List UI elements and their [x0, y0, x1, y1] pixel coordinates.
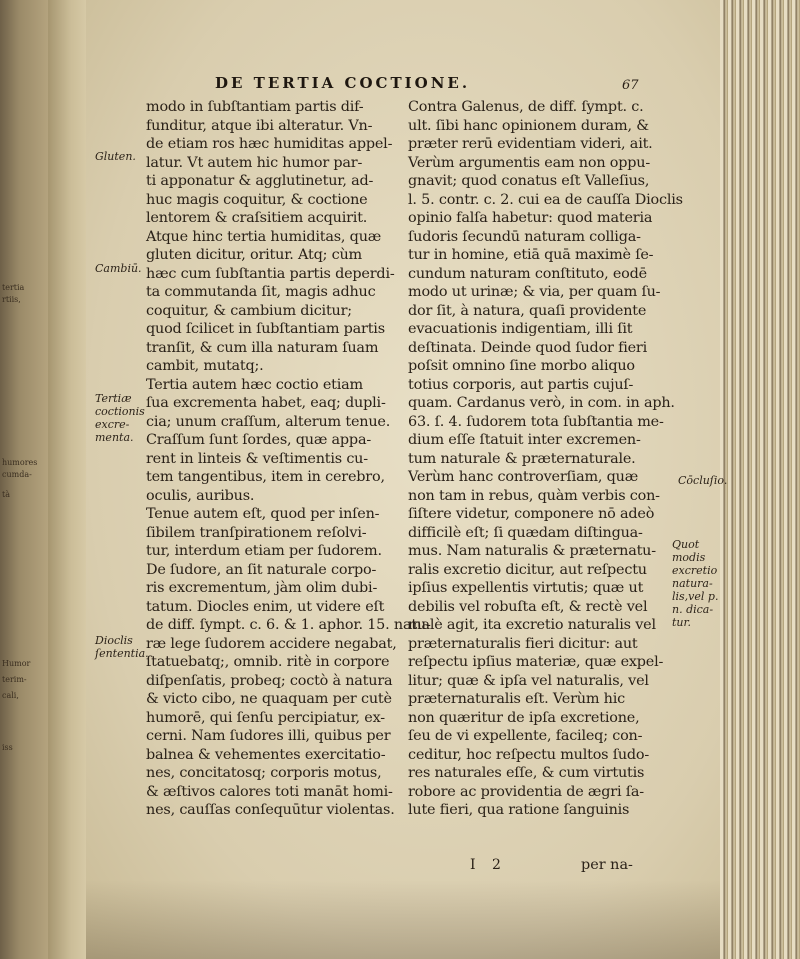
text-line: ipſius expellentis virtutis; quæ ut — [408, 580, 644, 596]
text-line: Tenue autem eſt, quod per inſen- — [146, 506, 380, 522]
text-line: opinio falſa habetur: quod materia — [408, 210, 653, 226]
text-line: latur. Vt autem hic humor par- — [146, 154, 363, 171]
text-line: De ſudore, an ſit naturale corpo- — [146, 561, 377, 578]
page-stack-edge — [720, 0, 800, 959]
margin-note-gluten: Gluten. — [95, 150, 136, 163]
text-line: ræ lege ſudorem accidere negabat, — [146, 635, 397, 652]
text-line: ſibilem tranſpirationem reſolvi- — [146, 524, 367, 541]
text-line: deſtinata. Deinde quod ſudor fieri — [408, 339, 648, 356]
fragment: rtiis, — [2, 295, 21, 304]
text-line: gluten dicitur, oritur. Atq; cùm — [146, 247, 362, 263]
text-line: hæc cum ſubſtantia partis deperdi- — [146, 265, 395, 282]
fragment: cali, — [2, 691, 19, 700]
fragment: cumda- — [2, 470, 32, 479]
text-line: mus. Nam naturalis & præternatu- — [408, 543, 656, 559]
text-line: robore ac providentia de ægri ſa- — [408, 783, 644, 800]
text-line: tur in homine, etiā quā maximè ſe- — [408, 247, 654, 263]
text-line: non quæritur de ipſa excretione, — [408, 709, 640, 726]
text-line: tur, interdum etiam per ſudorem. — [146, 543, 382, 559]
text-line: & victo cibo, ne quaquam per cutè — [146, 691, 392, 707]
margin-note-tertiae: Tertiæ coctionis excre- menta. — [95, 392, 145, 444]
text-line: res naturales eſſe, & cum virtutis — [408, 765, 645, 781]
text-line: Tertia autem hæc coctio etiam — [146, 376, 363, 393]
running-head: DE TERTIA COCTIONE. — [215, 74, 471, 92]
page-shadow — [86, 880, 720, 959]
text-line: præter rerū evidentiam videri, ait. — [408, 136, 653, 152]
facing-page-fragments — [0, 0, 48, 959]
text-line: huc magis coquitur, & coctione — [146, 191, 368, 208]
text-line: ſua excrementa habet, eaq; dupli- — [146, 395, 386, 411]
text-line: Verùm hanc controverſiam, quæ — [408, 469, 639, 485]
text-line: Contra Galenus, de diff. ſympt. c. — [408, 99, 644, 115]
text-line: ris excrementum, jàm olim dubi- — [146, 580, 378, 596]
text-line: non tam in rebus, quàm verbis con- — [408, 487, 660, 504]
text-line: poſsit omnino ſine morbo aliquo — [408, 358, 635, 374]
text-line: evacuationis indigentiam, illi ſit — [408, 321, 633, 337]
left-text-column — [146, 98, 431, 820]
text-line: nes, concitatosq; corporis motus, — [146, 765, 382, 781]
text-line: malè agit, ita excretio naturalis vel — [408, 617, 656, 633]
text-line: nes, cauſſas conſequūtur violentas. — [146, 802, 395, 818]
text-line: l. 5. contr. c. 2. cui ea de cauſſa Dioclis — [408, 191, 683, 208]
text-line: ceditur, hoc reſpectu multos ſudo- — [408, 746, 650, 763]
text-line: tatum. Diocles enim, ut videre eſt — [146, 598, 385, 615]
text-line: Atque hinc tertia humiditas, quæ — [146, 228, 382, 245]
text-line: ralis excretio dicitur, aut reſpectu — [408, 561, 647, 578]
margin-note-coclusio: Cōcluſio. — [678, 474, 728, 487]
text-line: præternaturalis fieri dicitur: aut — [408, 635, 638, 652]
margin-note-cambium: Cambiū. — [95, 262, 142, 275]
text-line: oculis, auribus. — [146, 487, 255, 504]
text-line: debilis vel robuſta eſt, & rectè vel — [408, 598, 648, 615]
fragment: Humor — [2, 659, 31, 668]
margin-note-diocles: Dioclis ſententia. — [95, 634, 149, 660]
text-line: humorē, qui ſenſu percipiatur, ex- — [146, 709, 385, 726]
fragment: iss — [2, 743, 13, 752]
text-line: ti apponatur & agglutinetur, ad- — [146, 173, 374, 189]
text-line: totius corporis, aut partis cujuſ- — [408, 376, 634, 393]
text-line: Verùm argumentis eam non oppu- — [408, 154, 650, 171]
text-line: cundum naturam conſtituto, eodē — [408, 265, 647, 282]
text-line: de etiam ros hæc humiditas appel- — [146, 136, 393, 152]
text-line: gnavit; quod conatus eſt Valleſius, — [408, 173, 650, 189]
text-line: dium eſſe ſtatuit inter excremen- — [408, 432, 641, 448]
text-line: cia; unum craſſum, alterum tenue. — [146, 413, 391, 430]
text-line: ta commutanda ſit, magis adhuc — [146, 284, 376, 300]
text-line: modo in ſubſtantiam partis dif- — [146, 99, 364, 115]
fragment: terim- — [2, 675, 27, 684]
text-line: dor ſit, à natura, quaſi providente — [408, 302, 647, 319]
text-line: quam. Cardanus verò, in com. in aph. — [408, 395, 675, 411]
fragment: tertia — [2, 283, 25, 292]
text-line: & æſtivos calores toti manāt homi- — [146, 783, 393, 800]
text-line: ſeu de vi expellente, facileq; con- — [408, 728, 643, 744]
text-line: difficilè eſt; ſi quædam diſtingua- — [408, 524, 643, 541]
fragment: humores — [2, 458, 38, 467]
page-number: 67 — [622, 78, 639, 93]
fragment: tà — [2, 490, 10, 499]
text-line: funditur, atque ibi alteratur. Vn- — [146, 117, 373, 134]
text-line: modo ut urinæ; & via, per quam ſu- — [408, 284, 661, 300]
text-line: lentorem & craſsitiem acquirit. — [146, 210, 368, 226]
text-line: reſpectu ipſius materiæ, quæ expel- — [408, 654, 664, 670]
text-line: tranſit, & cum illa naturam ſuam — [146, 339, 379, 356]
text-line: ult. ſibi hanc opinionem duram, & — [408, 117, 649, 134]
right-text-column — [408, 98, 683, 820]
signature-mark: I 2 — [470, 857, 507, 873]
text-line: tum naturale & præternaturale. — [408, 450, 636, 467]
text-line: coquitur, & cambium dicitur; — [146, 302, 352, 319]
text-line: cambit, mutatq;. — [146, 358, 264, 374]
text-line: præternaturalis eſt. Verùm hic — [408, 691, 625, 707]
text-line: ſiſtere videtur, componere nō adeò — [408, 506, 655, 522]
book-spine — [48, 0, 86, 959]
text-line: de diff. ſympt. c. 6. & 1. aphor. 15. natu- — [146, 617, 431, 633]
text-line: litur; quæ & ipſa vel naturalis, vel — [408, 672, 649, 689]
text-line: 63. ſ. 4. ſudorem tota ſubſtantia me- — [408, 413, 664, 430]
text-line: quod ſcilicet in ſubſtantiam partis — [146, 321, 385, 337]
catchword: per na- — [581, 857, 633, 873]
text-line: cerni. Nam ſudores illi, quibus per — [146, 728, 391, 744]
text-line: diſpenſatis, probeq; coctò à natura — [146, 672, 393, 689]
text-line: ſtatuebatq;, omnib. ritè in corpore — [146, 654, 390, 670]
text-line: lute fieri, qua ratione ſanguinis — [408, 802, 630, 818]
text-line: Craſſum ſunt ſordes, quæ appa- — [146, 432, 371, 448]
text-line: tem tangentibus, item in cerebro, — [146, 469, 385, 485]
text-line: ſudoris ſecundū naturam colliga- — [408, 228, 641, 245]
text-line: rent in linteis & veſtimentis cu- — [146, 450, 368, 467]
margin-note-quot: Quot modis excretio natura- lis,vel p. n. dica- tur. — [672, 538, 719, 629]
text-line: balnea & vehementes exercitatio- — [146, 746, 386, 763]
